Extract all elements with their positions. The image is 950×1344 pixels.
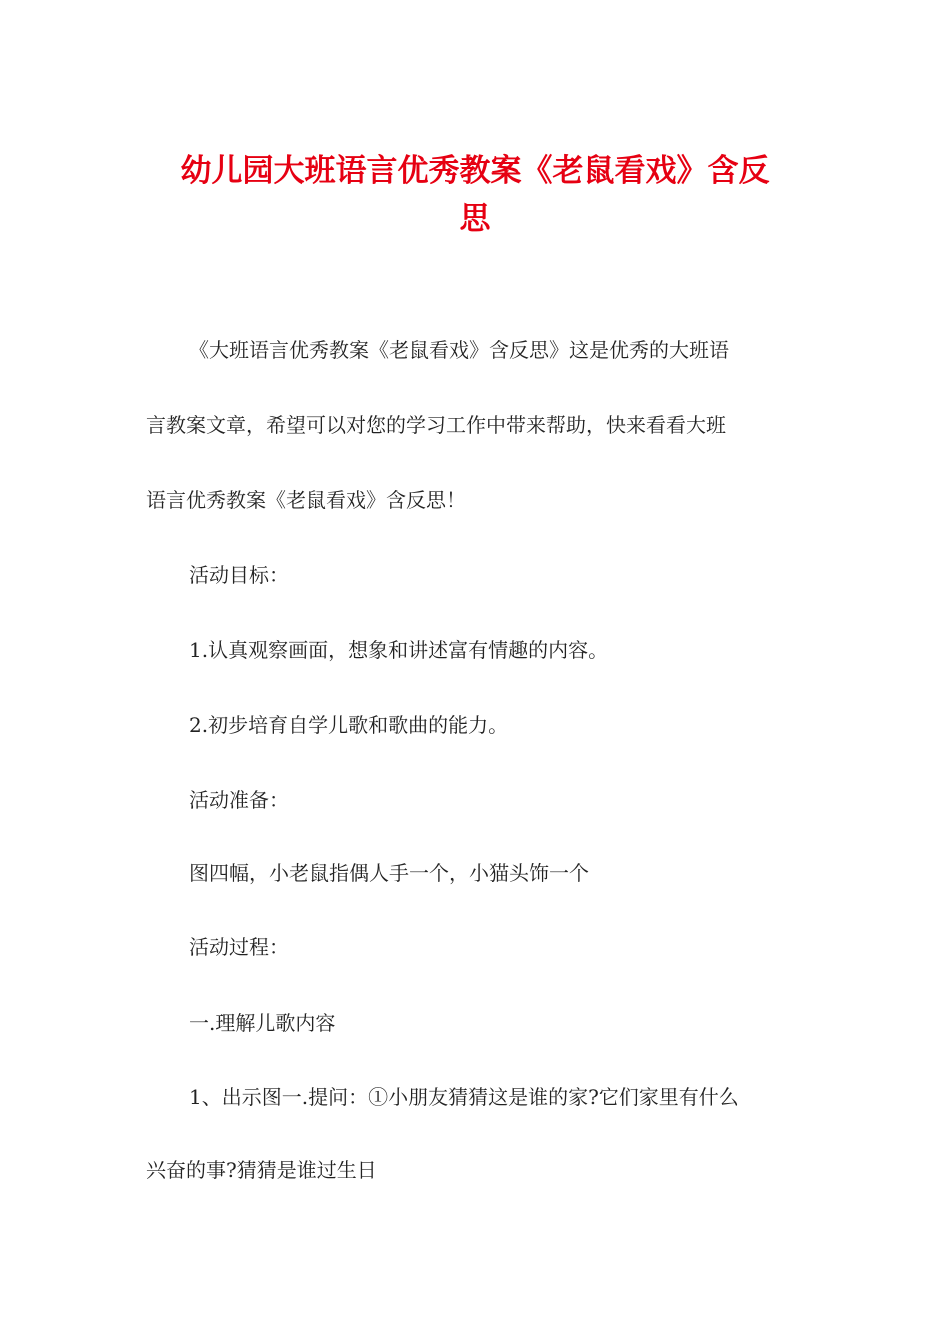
goal-item-1: 1.认真观察画面，想象和讲述富有情趣的内容。 xyxy=(189,638,609,662)
process-item-1-line-2: 兴奋的事?猜猜是谁过生日 xyxy=(146,1158,377,1182)
intro-line-3: 语言优秀教案《老鼠看戏》含反思！ xyxy=(146,488,466,512)
goal-item-2: 2.初步培育自学儿歌和歌曲的能力。 xyxy=(189,713,509,737)
preparation-text: 图四幅，小老鼠指偶人手一个，小猫头饰一个 xyxy=(189,861,589,885)
process-step-heading: 一.理解儿歌内容 xyxy=(189,1011,336,1035)
section-heading-goals: 活动目标： xyxy=(189,563,289,587)
section-heading-process: 活动过程： xyxy=(189,935,289,959)
document-title-line-2: 思 xyxy=(459,201,491,237)
section-heading-preparation: 活动准备： xyxy=(189,788,289,812)
intro-line-1: 《大班语言优秀教案《老鼠看戏》含反思》这是优秀的大班语 xyxy=(189,338,729,362)
intro-line-2: 言教案文章，希望可以对您的学习工作中带来帮助，快来看看大班 xyxy=(146,413,726,437)
document-title-line-1: 幼儿园大班语言优秀教案《老鼠看戏》含反 xyxy=(180,153,770,189)
process-item-1-line-1: 1、出示图一.提问：①小朋友猜猜这是谁的家?它们家里有什么 xyxy=(189,1085,739,1109)
